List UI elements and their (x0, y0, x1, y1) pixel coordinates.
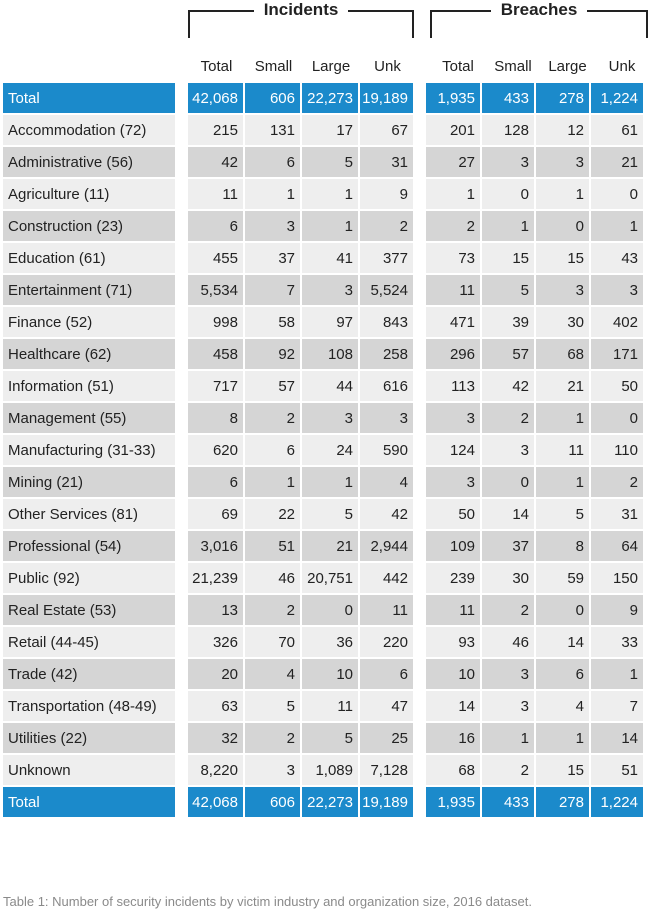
table-cell: 14 (426, 691, 482, 723)
table-row (3, 627, 645, 659)
table-cell: 20,751 (302, 563, 360, 595)
table-cell: 9 (591, 595, 645, 627)
table-cell: 63 (188, 691, 245, 723)
table-cell: 19,189 (360, 83, 415, 115)
table-cell: 31 (591, 499, 645, 531)
row-label: Information (51) (3, 371, 177, 403)
table-cell: 8 (536, 531, 591, 563)
table-cell: 67 (360, 115, 415, 147)
row-label: Public (92) (3, 563, 177, 595)
table-cell: 0 (591, 179, 645, 211)
table-cell: 201 (426, 115, 482, 147)
column-gap (177, 147, 188, 179)
table-cell: 44 (302, 371, 360, 403)
table-cell: 93 (426, 627, 482, 659)
table-cell: 108 (302, 339, 360, 371)
row-label: Management (55) (3, 403, 177, 435)
table-cell: 6 (188, 467, 245, 499)
column-gap (177, 339, 188, 371)
table-cell: 68 (536, 339, 591, 371)
table-cell: 1 (302, 211, 360, 243)
table-cell: 22,273 (302, 83, 360, 115)
table-cell: 131 (245, 115, 302, 147)
table-cell: 1 (302, 179, 360, 211)
row-label: Agriculture (11) (3, 179, 177, 211)
table-cell: 11 (188, 179, 245, 211)
table-cell: 31 (360, 147, 415, 179)
table-cell: 3 (302, 275, 360, 307)
table-cell: 4 (536, 691, 591, 723)
table-row (3, 563, 645, 595)
table-cell: 278 (536, 83, 591, 115)
table-cell: 8 (188, 403, 245, 435)
table-row (3, 467, 645, 499)
table-cell: 3 (482, 435, 536, 467)
column-gap (177, 307, 188, 339)
table-cell: 5 (245, 691, 302, 723)
table-cell: 4 (360, 467, 415, 499)
table-row (3, 179, 645, 211)
table-cell: 42,068 (188, 787, 245, 819)
table-cell: 220 (360, 627, 415, 659)
table-cell: 20 (188, 659, 245, 691)
table-cell: 22,273 (302, 787, 360, 819)
table-cell: 8,220 (188, 755, 245, 787)
table-cell: 3 (426, 403, 482, 435)
table-cell: 998 (188, 307, 245, 339)
incidents-group-header (188, 0, 414, 40)
table-cell: 6 (245, 147, 302, 179)
total-row (3, 787, 645, 819)
table-cell: 73 (426, 243, 482, 275)
column-header-incidents-large: Large (311, 58, 351, 75)
table-row (3, 499, 645, 531)
column-gap (177, 659, 188, 691)
table-cell: 5 (482, 275, 536, 307)
row-label: Real Estate (53) (3, 595, 177, 627)
table-cell: 2 (245, 723, 302, 755)
column-gap (177, 723, 188, 755)
column-gap (177, 787, 188, 819)
row-label: Mining (21) (3, 467, 177, 499)
column-gap (177, 435, 188, 467)
table-cell: 1,089 (302, 755, 360, 787)
column-gap (177, 243, 188, 275)
column-gap (415, 787, 426, 819)
table-cell: 258 (360, 339, 415, 371)
table-cell: 11 (302, 691, 360, 723)
table-cell: 7 (591, 691, 645, 723)
table-cell: 42 (360, 499, 415, 531)
table-cell: 2 (482, 595, 536, 627)
breaches-group-header (430, 0, 648, 40)
table-cell: 30 (536, 307, 591, 339)
table-cell: 471 (426, 307, 482, 339)
table-cell: 32 (188, 723, 245, 755)
column-gap (415, 275, 426, 307)
column-gap (177, 179, 188, 211)
table-cell: 39 (482, 307, 536, 339)
row-label: Total (3, 787, 177, 819)
table-cell: 15 (536, 243, 591, 275)
table-cell: 36 (302, 627, 360, 659)
table-cell: 2 (482, 755, 536, 787)
table-cell: 92 (245, 339, 302, 371)
table-cell: 128 (482, 115, 536, 147)
column-gap (415, 627, 426, 659)
table-cell: 0 (302, 595, 360, 627)
table-cell: 2 (360, 211, 415, 243)
table-row (3, 403, 645, 435)
column-gap (415, 531, 426, 563)
table-cell: 3 (482, 691, 536, 723)
table-cell: 70 (245, 627, 302, 659)
table-cell: 27 (426, 147, 482, 179)
table-cell: 11 (426, 595, 482, 627)
table-row (3, 339, 645, 371)
table-cell: 3,016 (188, 531, 245, 563)
table-cell: 1 (536, 403, 591, 435)
table-cell: 16 (426, 723, 482, 755)
table-cell: 433 (482, 787, 536, 819)
table-cell: 455 (188, 243, 245, 275)
table-cell: 296 (426, 339, 482, 371)
table-caption: Table 1: Number of security incidents by victim industry and organization size, 2016 dataset. (3, 894, 532, 909)
table-row (3, 595, 645, 627)
table-cell: 42,068 (188, 83, 245, 115)
table-cell: 46 (245, 563, 302, 595)
table-cell: 37 (245, 243, 302, 275)
table-cell: 15 (482, 243, 536, 275)
table-cell: 458 (188, 339, 245, 371)
table-cell: 21,239 (188, 563, 245, 595)
table-cell: 590 (360, 435, 415, 467)
table-cell: 37 (482, 531, 536, 563)
table-cell: 278 (536, 787, 591, 819)
table-cell: 843 (360, 307, 415, 339)
table-cell: 3 (482, 659, 536, 691)
column-gap (415, 83, 426, 115)
table-cell: 0 (536, 211, 591, 243)
table-cell: 5 (302, 147, 360, 179)
table-cell: 3 (536, 275, 591, 307)
table-cell: 0 (536, 595, 591, 627)
table-cell: 10 (426, 659, 482, 691)
table-cell: 43 (591, 243, 645, 275)
column-gap (177, 83, 188, 115)
column-gap (415, 179, 426, 211)
table-cell: 57 (482, 339, 536, 371)
table-cell: 24 (302, 435, 360, 467)
table-cell: 11 (426, 275, 482, 307)
table-cell: 442 (360, 563, 415, 595)
column-header-breaches-large: Large (548, 58, 587, 75)
table-row (3, 435, 645, 467)
table-cell: 0 (482, 467, 536, 499)
column-gap (415, 147, 426, 179)
column-gap (177, 691, 188, 723)
table-row (3, 147, 645, 179)
table-cell: 59 (536, 563, 591, 595)
table-cell: 69 (188, 499, 245, 531)
column-gap (415, 371, 426, 403)
table-cell: 17 (302, 115, 360, 147)
table-cell: 2 (245, 403, 302, 435)
column-gap (415, 243, 426, 275)
table-cell: 377 (360, 243, 415, 275)
row-label: Accommodation (72) (3, 115, 177, 147)
table-row (3, 115, 645, 147)
table-cell: 3 (591, 275, 645, 307)
row-label: Professional (54) (3, 531, 177, 563)
row-label: Unknown (3, 755, 177, 787)
column-gap (177, 275, 188, 307)
row-label: Manufacturing (31-33) (3, 435, 177, 467)
column-gap (177, 595, 188, 627)
table-cell: 5 (302, 723, 360, 755)
column-gap (177, 627, 188, 659)
table-cell: 1,935 (426, 83, 482, 115)
table-cell: 3 (482, 147, 536, 179)
table-cell: 3 (245, 755, 302, 787)
row-label: Education (61) (3, 243, 177, 275)
row-label: Entertainment (71) (3, 275, 177, 307)
table-cell: 5,524 (360, 275, 415, 307)
table-cell: 5,534 (188, 275, 245, 307)
column-gap (415, 499, 426, 531)
table-cell: 6 (188, 211, 245, 243)
table-cell: 1,935 (426, 787, 482, 819)
column-gap (177, 371, 188, 403)
table-cell: 1 (302, 467, 360, 499)
table-cell: 124 (426, 435, 482, 467)
table-cell: 41 (302, 243, 360, 275)
table-cell: 3 (536, 147, 591, 179)
table-cell: 2 (591, 467, 645, 499)
column-gap (415, 403, 426, 435)
table-cell: 109 (426, 531, 482, 563)
table-cell: 97 (302, 307, 360, 339)
row-label: Retail (44-45) (3, 627, 177, 659)
table-cell: 6 (536, 659, 591, 691)
table-cell: 6 (245, 435, 302, 467)
column-gap (415, 723, 426, 755)
table-cell: 22 (245, 499, 302, 531)
breaches-title: Breaches (491, 0, 588, 19)
table-cell: 50 (426, 499, 482, 531)
incidents-title: Incidents (254, 0, 349, 19)
table-cell: 1 (245, 179, 302, 211)
table-cell: 13 (188, 595, 245, 627)
table-cell: 21 (536, 371, 591, 403)
table-cell: 171 (591, 339, 645, 371)
table-cell: 0 (482, 179, 536, 211)
table-cell: 12 (536, 115, 591, 147)
table-cell: 25 (360, 723, 415, 755)
table-cell: 717 (188, 371, 245, 403)
table-cell: 3 (426, 467, 482, 499)
table-row (3, 275, 645, 307)
table-cell: 68 (426, 755, 482, 787)
table-cell: 215 (188, 115, 245, 147)
row-label: Finance (52) (3, 307, 177, 339)
table-cell: 30 (482, 563, 536, 595)
table-cell: 58 (245, 307, 302, 339)
column-gap (415, 755, 426, 787)
table-cell: 14 (591, 723, 645, 755)
table-row (3, 243, 645, 275)
table-cell: 50 (591, 371, 645, 403)
table-row (3, 307, 645, 339)
table-cell: 326 (188, 627, 245, 659)
table-cell: 1 (591, 659, 645, 691)
table-row (3, 723, 645, 755)
column-gap (415, 467, 426, 499)
table-row (3, 659, 645, 691)
table-row (3, 691, 645, 723)
table-cell: 2 (245, 595, 302, 627)
table-cell: 64 (591, 531, 645, 563)
table-cell: 1 (245, 467, 302, 499)
column-gap (415, 115, 426, 147)
table-cell: 1 (482, 723, 536, 755)
table-cell: 1 (536, 467, 591, 499)
table-cell: 3 (302, 403, 360, 435)
table-cell: 5 (536, 499, 591, 531)
table-cell: 11 (536, 435, 591, 467)
row-label: Other Services (81) (3, 499, 177, 531)
table-cell: 19,189 (360, 787, 415, 819)
table-cell: 14 (536, 627, 591, 659)
row-label: Total (3, 83, 177, 115)
table-cell: 0 (591, 403, 645, 435)
table-cell: 150 (591, 563, 645, 595)
row-label: Healthcare (62) (3, 339, 177, 371)
column-header-incidents-total: Total (200, 58, 233, 75)
table-cell: 7,128 (360, 755, 415, 787)
table-cell: 1 (536, 723, 591, 755)
column-header-incidents-unk: Unk (374, 58, 401, 75)
table-cell: 4 (245, 659, 302, 691)
table-cell: 11 (360, 595, 415, 627)
table-cell: 51 (245, 531, 302, 563)
column-gap (177, 211, 188, 243)
table-cell: 1,224 (591, 83, 645, 115)
column-header-breaches-total: Total (442, 58, 474, 75)
table-cell: 606 (245, 787, 302, 819)
row-label: Administrative (56) (3, 147, 177, 179)
row-label: Trade (42) (3, 659, 177, 691)
table-cell: 21 (302, 531, 360, 563)
table-row (3, 531, 645, 563)
table-cell: 42 (188, 147, 245, 179)
table-cell: 6 (360, 659, 415, 691)
row-label: Transportation (48-49) (3, 691, 177, 723)
column-gap (415, 691, 426, 723)
column-gap (415, 595, 426, 627)
column-gap (177, 403, 188, 435)
table-cell: 42 (482, 371, 536, 403)
table-cell: 113 (426, 371, 482, 403)
table-cell: 15 (536, 755, 591, 787)
column-header-breaches-unk: Unk (608, 58, 636, 75)
table-cell: 1,224 (591, 787, 645, 819)
table-cell: 46 (482, 627, 536, 659)
table-cell: 61 (591, 115, 645, 147)
table-cell: 620 (188, 435, 245, 467)
column-gap (415, 339, 426, 371)
table-row (3, 211, 645, 243)
table-row (3, 371, 645, 403)
table-cell: 606 (245, 83, 302, 115)
table-cell: 33 (591, 627, 645, 659)
column-gap (415, 211, 426, 243)
table-cell: 14 (482, 499, 536, 531)
column-header-incidents-small: Small (254, 58, 293, 75)
table-cell: 2 (482, 403, 536, 435)
table-cell: 433 (482, 83, 536, 115)
table-cell: 3 (360, 403, 415, 435)
table-cell: 51 (591, 755, 645, 787)
column-gap (177, 531, 188, 563)
table-cell: 5 (302, 499, 360, 531)
table-row (3, 755, 645, 787)
table-cell: 47 (360, 691, 415, 723)
column-gap (415, 659, 426, 691)
column-gap (415, 435, 426, 467)
table-cell: 2,944 (360, 531, 415, 563)
column-gap (177, 755, 188, 787)
table-cell: 1 (536, 179, 591, 211)
row-label: Construction (23) (3, 211, 177, 243)
column-header-breaches-small: Small (494, 58, 532, 75)
table-cell: 402 (591, 307, 645, 339)
table-cell: 57 (245, 371, 302, 403)
table-cell: 3 (245, 211, 302, 243)
data-table (3, 83, 645, 819)
table-cell: 2 (426, 211, 482, 243)
table-cell: 7 (245, 275, 302, 307)
table-cell: 21 (591, 147, 645, 179)
column-gap (177, 563, 188, 595)
total-row (3, 83, 645, 115)
table-cell: 9 (360, 179, 415, 211)
column-gap (177, 115, 188, 147)
column-gap (415, 307, 426, 339)
table-cell: 110 (591, 435, 645, 467)
row-label: Utilities (22) (3, 723, 177, 755)
column-gap (177, 467, 188, 499)
column-gap (177, 499, 188, 531)
column-gap (415, 563, 426, 595)
table-cell: 1 (426, 179, 482, 211)
table-cell: 1 (482, 211, 536, 243)
table-cell: 10 (302, 659, 360, 691)
table-cell: 616 (360, 371, 415, 403)
table-cell: 239 (426, 563, 482, 595)
table-cell: 1 (591, 211, 645, 243)
